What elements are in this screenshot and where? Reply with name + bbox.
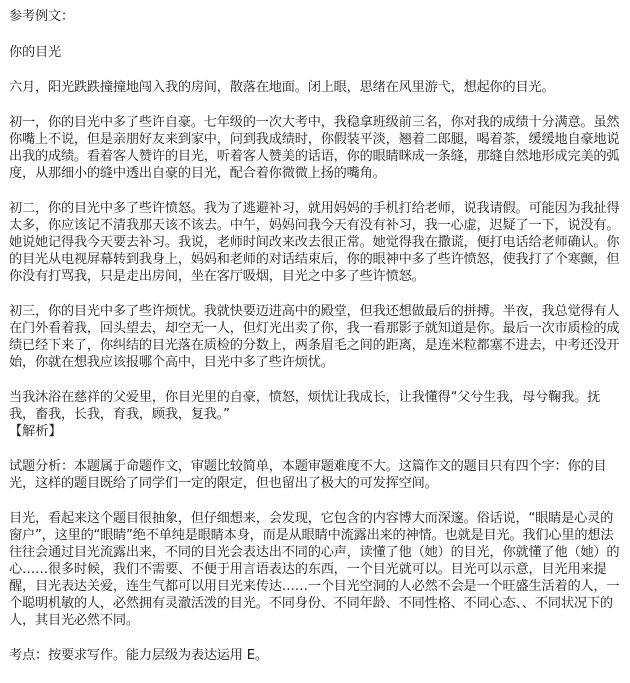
essay-paragraph-1: 六月，阳光跌跌撞撞地闯入我的房间，散落在地面。闭上眼，思绪在风里游弋，想起你的目光。 <box>9 80 555 95</box>
analysis-paragraph-1: 试题分析：本题属于命题作文，审题比较简单，本题审题难度不大。这篇作文的题目只有四个字：你的目光，这样的题目既给了同学们一定的限定，但也留出了极大的可发挥空间。 <box>9 459 607 491</box>
essay-paragraph-5: 当我沐浴在慈祥的父爱里，你目光里的自豪，愤怒，烦忧让我成长，让我懂得“父兮生我，母兮鞠我。抚我，畜我，长我，育我，顾我，复我。” <box>9 390 601 422</box>
essay-paragraph-2: 初一，你的目光中多了些许自豪。七年级的一次大考中，我稳拿班级前三名，你对我的成绩十分满意。虽然你嘴上不说，但是亲朋好友来到家中，问到我成绩时，你假装平淡，翘着二郎腿，喝着茶，缓缓地自豪地说出我的成绩。看着客人赞许的目光，听着客人赞美的话语，你的眼睛眯成一条缝，那缝自然地形成完美的弧度，从那细小的缝中透出自豪的目光，配合着你微微上扬的嘴角。 <box>9 115 620 181</box>
test-point: 考点：按要求写作。能力层级为表达运用 E。 <box>9 648 268 663</box>
analysis-heading: 【解析】 <box>9 424 62 439</box>
intro-label: 参考例文： <box>9 9 74 24</box>
essay-paragraph-4: 初三，你的目光中多了些许烦忧。我就快要迈进高中的殿堂，但我还想做最后的拼搏。半夜，我总觉得有人在门外看着我，回头望去，却空无一人，但灯光出卖了你，我一看那影子就知道是你。最后一次市质检的成绩已经下来了，你纠结的目光落在质检的分数上，两条眉毛之间的距离，是连米粒都塞不进去，中考还没开始，你就在想我应该报哪个高中，目光中多了些许烦忧。 <box>9 304 620 370</box>
document-page <box>9 8 621 664</box>
essay-paragraph-3: 初二，你的目光中多了些许愤怒。我为了逃避补习，就用妈妈的手机打给老师，说我请假。可能因为我扯得太多，你应该记不清我那天该不该去。中午，妈妈问我今天有没有补习，我一心虚，迟疑了一下，说没有。她说她记得我今天要去补习。我说，老师时间改来改去很正常。她觉得我在撒谎，便打电话给老师确认。你的目光从电视屏幕转到我身上，妈妈和老师的对话结束后，你的眼神中多了些许愤怒，使我打了个寒颤，但你没有打骂我，只是走出房间，坐在客厅吸烟，目光之中多了些许愤怒。 <box>9 201 620 284</box>
analysis-paragraph-2: 目光，看起来这个题目很抽象，但仔细想来，会发现，它包含的内容博大而深邃。俗话说，“眼睛是心灵的窗户”，这里的“眼睛”绝不单纯是眼睛本身，而是从眼睛中流露出来的神情。也就是目光。我们心里的想法往往会通过目光流露出来，不同的目光会表达出不同的心声，读懂了他（她）的目光，你就懂了他（她）的心……很多时候，我们不需要、不便于用言语表达的东西，一个目光就可以。目光可以示意，目光用来提醒，目光表达关爱，连生气都可以用目光来传达……一个目光空洞的人必然不会是一个旺盛生活着的人，一个聪明机敏的人，必然拥有灵澈活泼的目光。不同身份、不同年龄、不同性格、不同心态、、不同状况下的人，其目光必然不同。 <box>9 511 620 628</box>
essay-title: 你的目光 <box>9 45 61 60</box>
